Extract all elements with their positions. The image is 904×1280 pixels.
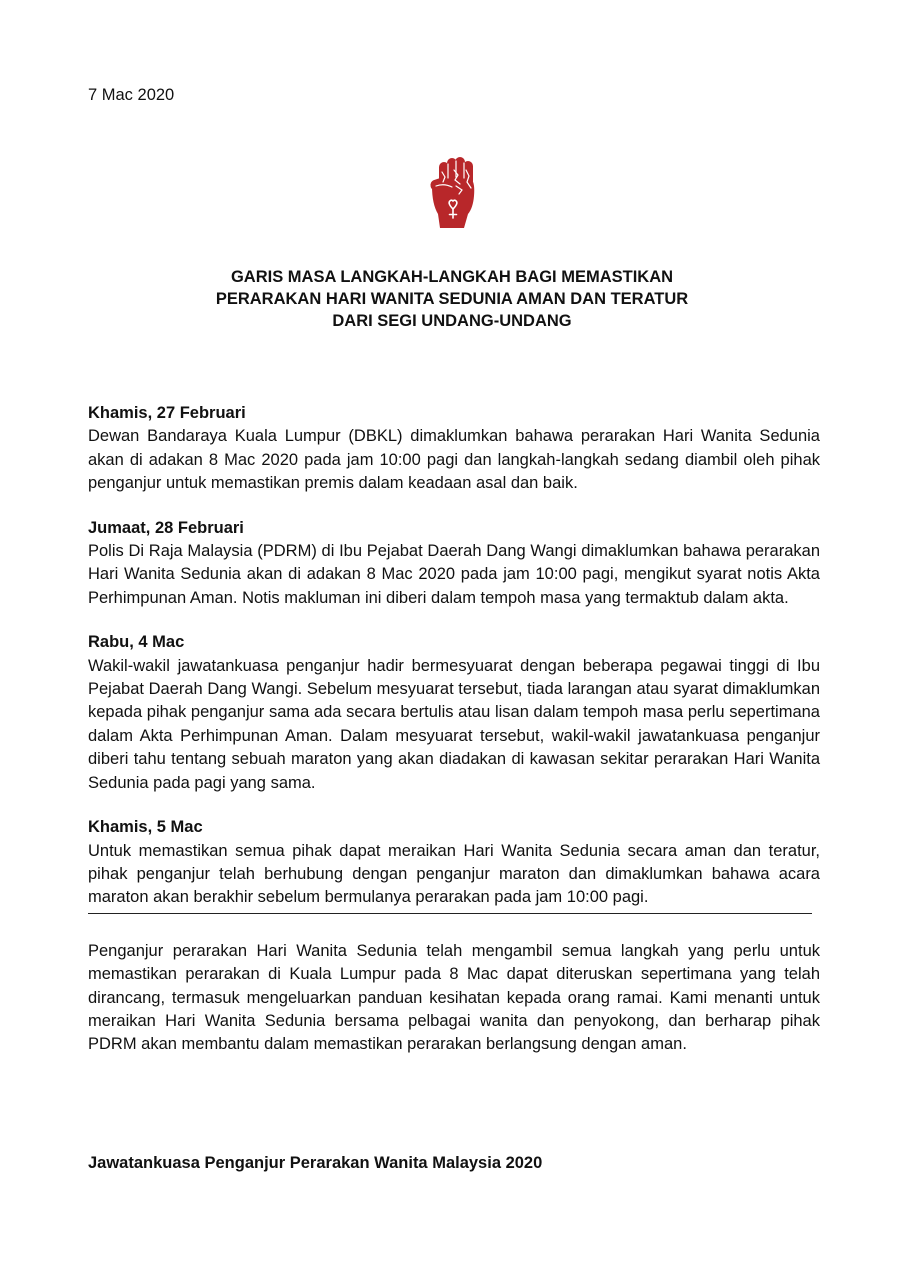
- document-body: [88, 402, 820, 1057]
- title-line-2: PERARAKAN HARI WANITA SEDUNIA AMAN DAN TERATUR: [215, 290, 689, 308]
- timeline-entry: [88, 402, 820, 496]
- timeline-date-heading: Khamis, 27 Februari: [88, 404, 246, 422]
- timeline-paragraph: Wakil-wakil jawatankuasa penganjur hadir bermesyuarat dengan beberapa pegawai tinggi di Ibu Pejabat Daerah Dang Wangi. Sebelum mesyuarat tersebut, tiada larangan atau syarat dimaklumkan kepada pihak penganjur sama ada secara bertulis atau lisan dalam tempoh masa perlu sepertimana dalam Akta Perhimpunan Aman. Dalam mesyuarat tersebut, wakil-wakil jawatankuasa penganjur diberi tahu tentang sebuah maraton yang akan diadakan di kawasan sekitar perarakan Hari Wanita Sedunia pada pagi yang sama.: [88, 656, 820, 792]
- title-line-1: GARIS MASA LANGKAH-LANGKAH BAGI MEMASTIKAN: [230, 268, 674, 286]
- timeline-entry: [88, 517, 820, 611]
- document-date: 7 Mac 2020: [88, 86, 175, 104]
- signature-committee: Jawatankuasa Penganjur Perarakan Wanita Malaysia 2020: [88, 1154, 543, 1172]
- timeline-date-heading: Rabu, 4 Mac: [88, 633, 185, 652]
- timeline-paragraph: Dewan Bandaraya Kuala Lumpur (DBKL) dimaklumkan bahawa perarakan Hari Wanita Sedunia akan di adakan 8 Mac 2020 pada jam 10:00 pagi dan langkah-langkah sedang diambil oleh pihak penganjur untuk memastikan premis dalam keadaan asal dan baik.: [88, 427, 820, 493]
- horizontal-divider: [88, 913, 812, 914]
- title-line-3: DARI SEGI UNDANG-UNDANG: [332, 312, 572, 330]
- timeline-date-heading: Khamis, 5 Mac: [88, 818, 203, 837]
- timeline-date-heading: Jumaat, 28 Februari: [88, 518, 244, 537]
- document-title: [0, 266, 904, 332]
- closing-paragraph: Penganjur perarakan Hari Wanita Sedunia telah mengambil semua langkah yang perlu untuk memastikan perarakan di Kuala Lumpur pada 8 Mac dapat diteruskan sepertimana yang telah dirancang, termasuk mengeluarkan panduan kesihatan kepada orang ramai. Kami menanti untuk meraikan Hari Wanita Sedunia bersama pelbagai wanita dan penyokong, dan berharap pihak PDRM akan membantu dalam memastikan perarakan berlangsung dengan aman.: [88, 941, 820, 1054]
- timeline-entry: [88, 631, 820, 795]
- timeline-paragraph: Untuk memastikan semua pihak dapat meraikan Hari Wanita Sedunia secara aman dan teratur, pihak penganjur telah berhubung dengan penganjur maraton dan dimaklumkan bahawa acara maraton akan berakhir sebelum bermulanya perarakan pada jam 10:00 pagi.: [88, 841, 820, 907]
- raised-fist-venus-icon: [426, 156, 478, 230]
- timeline-entry: [88, 816, 820, 910]
- timeline-paragraph: Polis Di Raja Malaysia (PDRM) di Ibu Pejabat Daerah Dang Wangi dimaklumkan bahawa perarakan Hari Wanita Sedunia akan di adakan 8 Mac 2020 pada jam 10:00 pagi, mengikut syarat notis Akta Perhimpunan Aman. Notis makluman ini diberi dalam tempoh masa yang termaktub dalam akta.: [88, 542, 820, 607]
